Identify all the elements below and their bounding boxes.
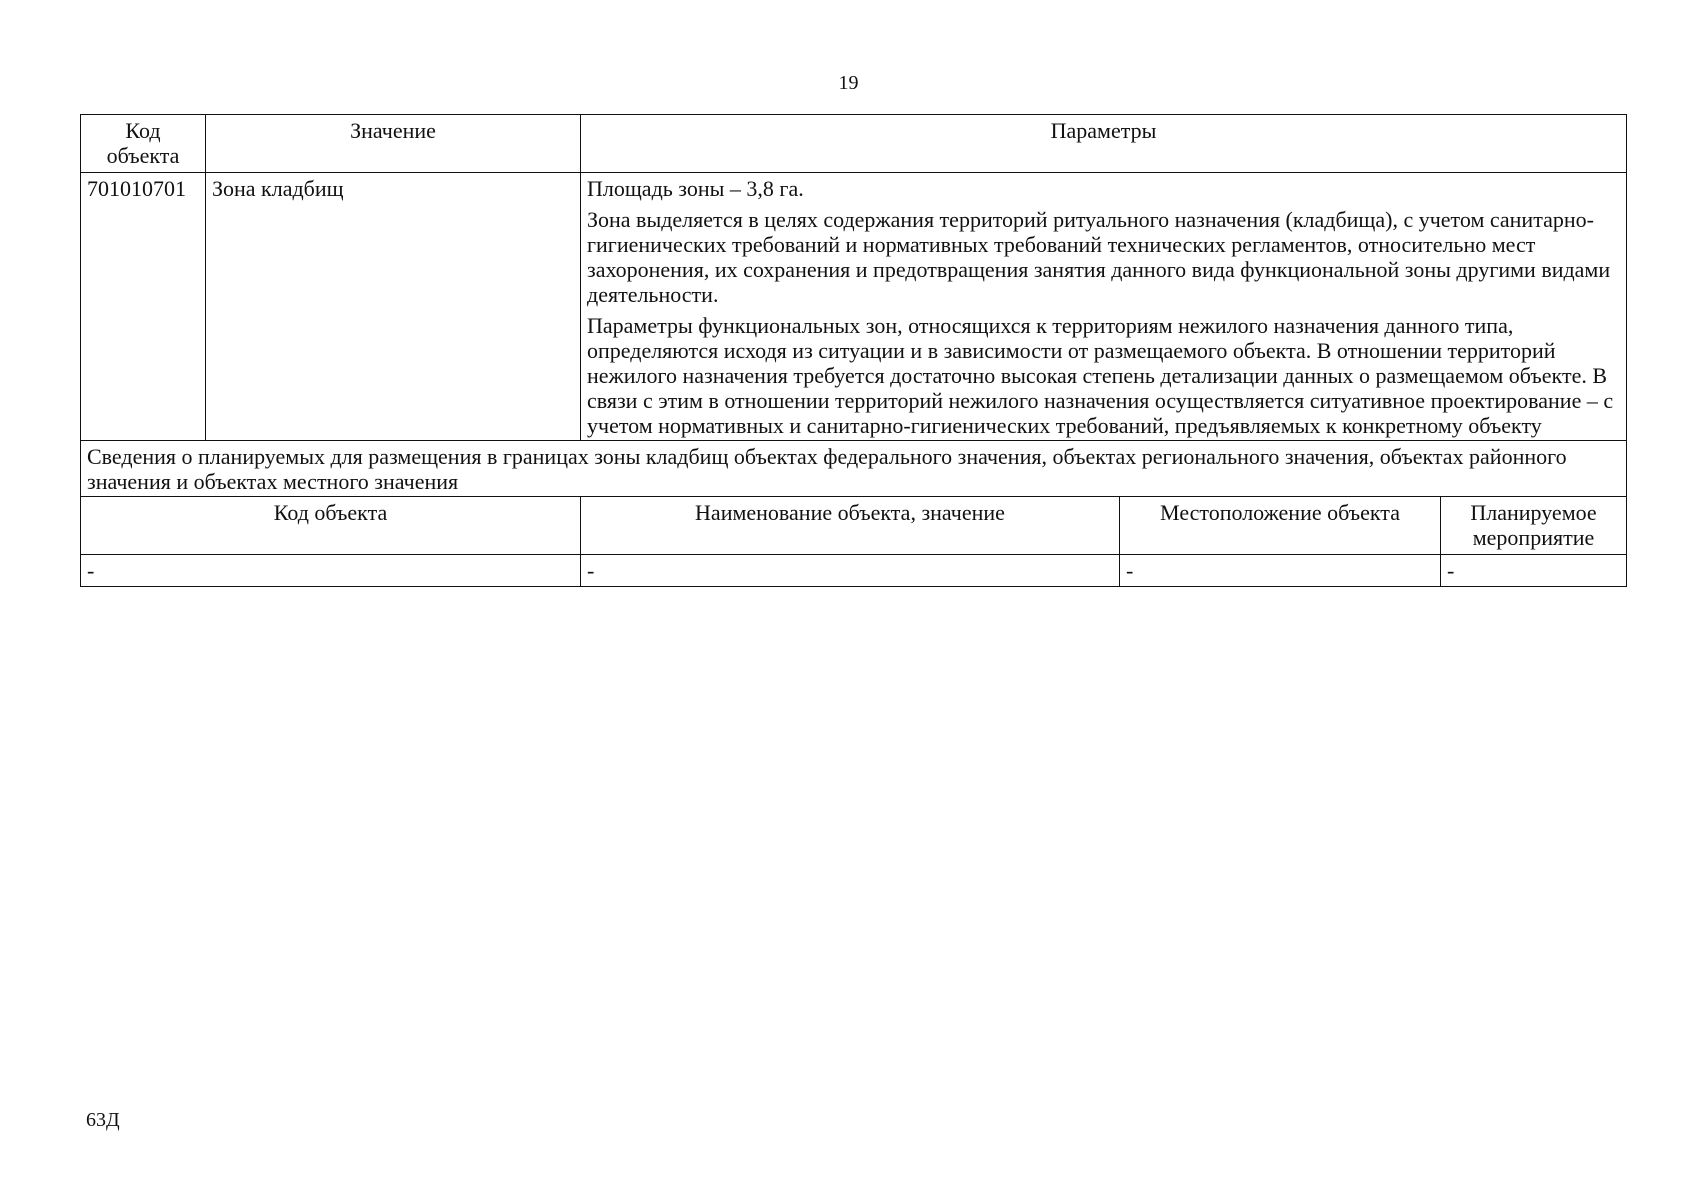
planned-cell-name: - [581,555,1120,587]
header-value: Значение [206,115,581,173]
header-code: Код объекта [81,115,206,173]
functional-zone-table [80,114,1627,587]
zone-code: 701010701 [81,173,206,441]
zone-name: Зона кладбищ [206,173,581,441]
planned-objects-title-row [81,441,1627,497]
footer-code: 63Д [86,1109,120,1131]
zone-param-purpose: Зона выделяется в целях содержания территорий ритуального назначения (кладбища), с учетом санитарно-гигиенических требований и нормативных требований технических регламентов, относительно мест захоронения, их сохранения и предотвращения занятия данного вида функциональной зоны другими видами деятельности. [587,207,1611,307]
planned-objects-title: Сведения о планируемых для размещения в границах зоны кладбищ объектах федерального значения, объектах регионального значения, объектах районного значения и объектах местного значения [81,441,1627,497]
planned-col-location: Местоположение объекта [1120,497,1441,555]
page-number: 19 [838,72,859,94]
zone-param-area: Площадь зоны – 3,8 га. [587,176,804,201]
table-header-row [81,115,1627,173]
zone-params [581,173,1627,441]
planned-col-action: Планируемое мероприятие [1441,497,1627,555]
planned-col-code: Код объекта [81,497,581,555]
planned-col-name: Наименование объекта, значение [581,497,1120,555]
table-row [81,555,1627,587]
planned-cell-location: - [1120,555,1441,587]
planned-objects-header-row [81,497,1627,555]
header-params: Параметры [581,115,1627,173]
zone-row [81,173,1627,441]
planned-cell-action: - [1441,555,1627,587]
zone-param-nonresidential: Параметры функциональных зон, относящихся к территориям нежилого назначения данного типа, определяются исходя из ситуации и в зависимости от размещаемого объекта. В отношении территорий нежилого назначения требуется достаточно высокая степень детализации данных о размещаемом объекте. В связи с этим в отношении территорий нежилого назначения осуществляется ситуативное проектирование – с учетом нормативных и санитарно-гигиенических требований, предъявляемых к конкретному объекту [587,313,1614,438]
planned-cell-code: - [81,555,581,587]
